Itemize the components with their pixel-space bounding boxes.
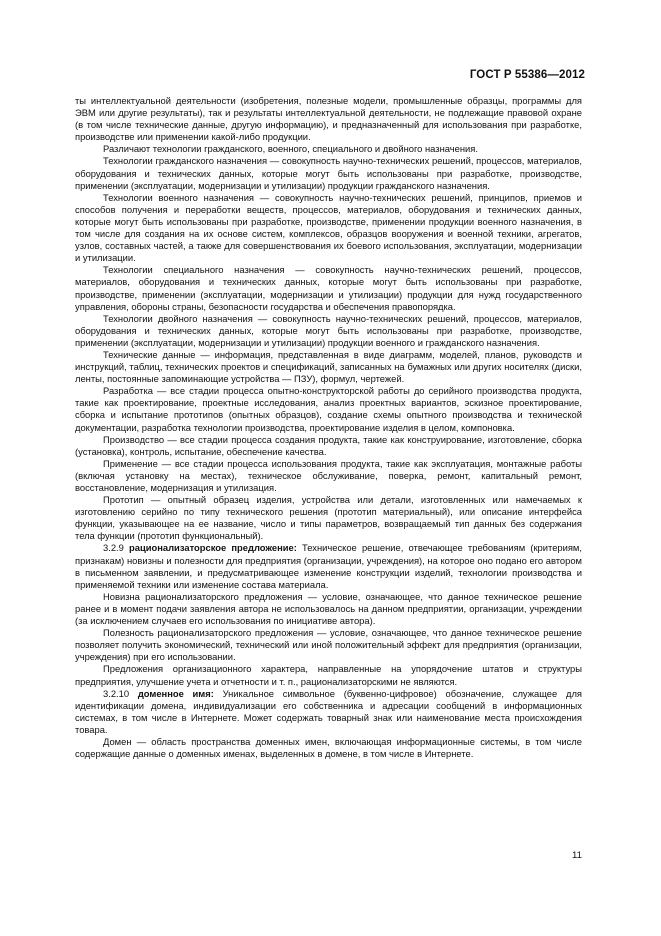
standard-number: ГОСТ Р 55386—2012 [469,69,585,81]
paragraph: Применение — все стадии процесса использования продукта, такие как эксплуатация, монтажные работы (включая установку на местах), техническое обслуживание, поверка, ремонт, капитальный ремонт, восстановление, модернизация и утилизация. [75,457,582,493]
page-number: 11 [572,850,582,861]
paragraph: Технологии специального назначения — совокупность научно-технических решений, процессов, материалов, оборудования и технических данных, которые могут быть использованы при разработке, производстве, применении (эксплуатации, модернизации и утилизации) продукции для нужд государственного управления, обороны страны, безопасности государства и обеспечения правопорядка. [75,264,582,312]
paragraph: Домен — область пространства доменных имен, включающая информационные системы, в том числе содержащие данные о доменных именах, выделенных в домене, в том числе в Интернете. [75,735,582,760]
paragraph: Предложения организационного характера, направленные на упорядочение штатов и структуры предприятия, улучшение учета и отчетности и т. п., рационализаторскими не являются. [75,663,582,687]
paragraph: Прототип — опытный образец изделия, устройства или детали, изготовленных или намечаемых к изготовлению серийно по типу технического решения (прототип материальный), или описание интерфейса функции, указывающее на ее название, число и типы параметров, возвращаемый тип данных без содержания тела функции (прототип функциональный). [75,494,582,542]
clause-3-2-9 [75,542,582,590]
paragraph: Различают технологии гражданского, военного, специального и двойного назначения. [103,143,478,155]
paragraph: Разработка — все стадии процесса опытно-конструкторской работы до серийного производства продукта, такие как проектирование, проектные исследования, анализ проектных вариантов, эскизное проектирование, сборка и испытание прототипов (опытных образцов), создание схемы опытного производства и технической документации, разработка технологии производства, проектирование изделия в целом, компоновка. [75,385,582,433]
clause-definition: Уникальное символьное (буквенно-цифровое) обозначение, служащее для идентификации домена, индивидуализации его собственника и адресации сообщений в информационных системах, в том числе в Интернете. Может содержать товарный знак или наименование места происхождения товара. [75,687,582,735]
clause-number: 3.2.9 [103,542,124,554]
paragraph: Технологии гражданского назначения — совокупность научно-технических решений, процессов, материалов, оборудования и технических данных, которые могут быть использованы при разработке, производстве, применении (эксплуатации, модернизации и утилизации) продукции гражданского назначения. [75,155,582,191]
page-header [470,69,585,81]
clause-number: 3.2.10 [103,687,130,699]
paragraph: Производство — все стадии процесса создания продукта, такие как конструирование, изготовление, сборка (установка), контроль, испытание, обеспечение качества. [75,433,582,457]
paragraph: Технические данные — информация, представленная в виде диаграмм, моделей, планов, руководств и инструкций, таблиц, технических проектов и спецификаций, записанных на бумажных или других носителях (диски, ленты, постоянные запоминающие устройства — ПЗУ), формул, чертежей. [75,348,582,385]
paragraph: ты интеллектуальной деятельности (изобретения, полезные модели, промышленные образцы, программы для ЭВМ или другие результаты), так и результаты интеллектуальной деятельности, не подлежащие правовой охране (в том числе технические данные, другую информацию), и предназначенный для использования при разработке, производстве или применении какой-либо продукции. [75,95,582,143]
clause-term: доменное имя: [137,687,214,699]
clause-definition: Техническое решение, отвечающее требованиям (критериям, признакам) новизны и полезности для предприятия (организации, учреждения), на которое оно подано его автором в письменном заявлении, и предусматривающее изменение конструкции изделий, технологии производства и применяемой техники или изменение состава материала. [75,542,582,590]
clause-3-2-10 [75,688,582,736]
paragraph: Новизна рационализаторского предложения — условие, означающее, что данное техническое решение ранее и в момент подачи заявления автора не использовалось на данном предприятии, организации, учреждении (за исключением случаев его использования по инициативе автора). [75,590,582,627]
paragraph: Технологии двойного назначения — совокупность научно-технических решений, процессов, материалов, оборудования и технических данных, которые могут быть использованы при разработке, производстве, применении (эксплуатации, модернизации и утилизации) продукции военного и гражданского назначения. [75,312,582,348]
paragraph: Полезность рационализаторского предложения — условие, означающее, что данное техническое решение позволяет получить экономический, технический или иной положительный эффект для предприятия (организации, учреждения) при его использовании. [75,627,582,663]
clause-term: рационализаторское предложение: [129,542,297,554]
paragraph: Технологии военного назначения — совокупность научно-технических решений, принципов, приемов и способов получения и переработки веществ, процессов, материалов, оборудования и технических данных, которые могут быть использованы при разработке, производстве, применении продукции военного назначения, в том числе для создания на их основе систем, комплексов, образцов вооружения и военной техники, агрегатов, узлов, составных частей, а также для совершенствования их боевого использования, эксплуатации, модернизации и утилизации. [75,191,582,264]
document-body [75,95,582,760]
